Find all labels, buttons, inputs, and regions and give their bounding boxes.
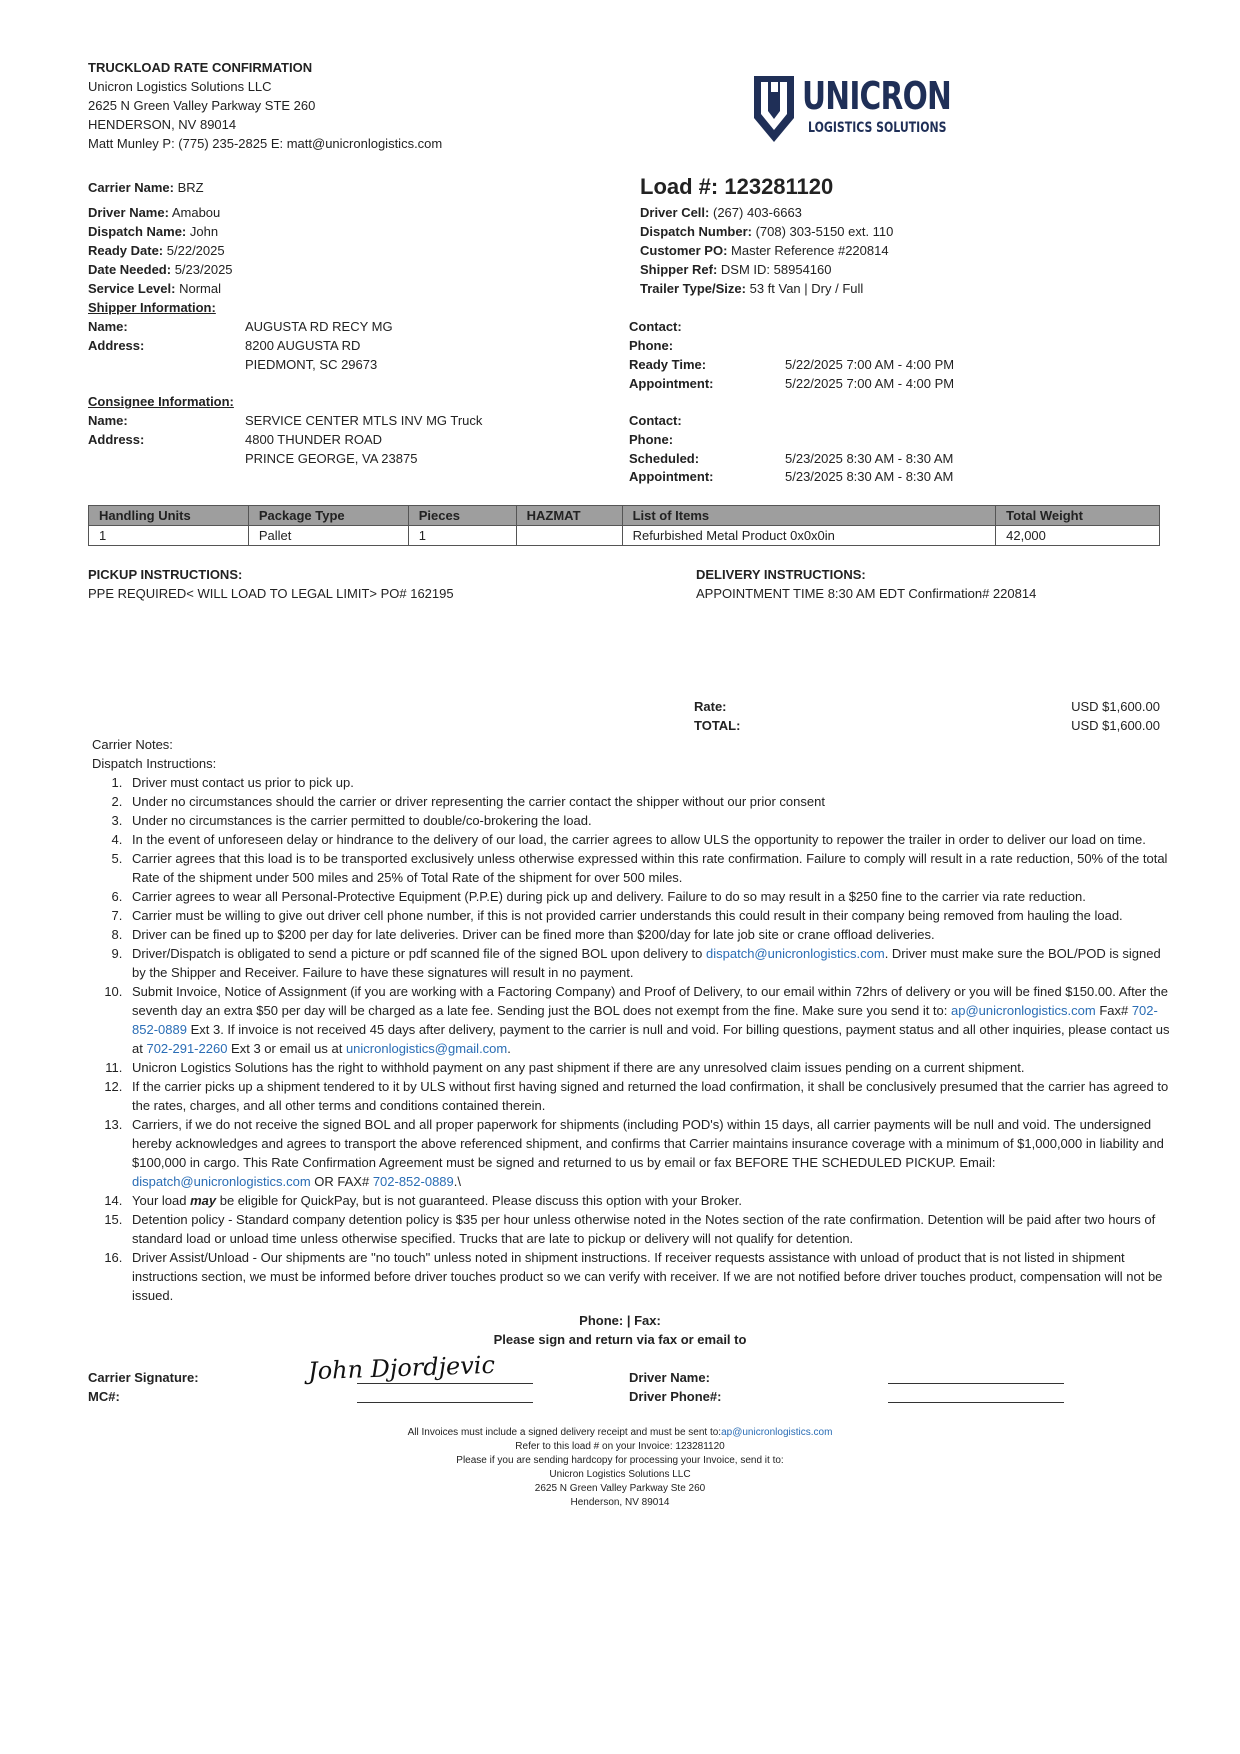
dispatch-name-label: Dispatch Name: — [88, 224, 187, 239]
driver-name-label: Driver Name: — [88, 205, 169, 220]
pickup-instructions-title: PICKUP INSTRUCTIONS: — [88, 567, 243, 582]
unicron-logo — [752, 74, 952, 146]
delivery-instructions-title: DELIVERY INSTRUCTIONS: — [696, 567, 866, 582]
consignee-address-label: Address: — [88, 432, 145, 447]
cell-total-weight: 42,000 — [996, 526, 1160, 546]
shield-logo-icon — [752, 74, 796, 144]
consignee-contact-label: Contact: — [629, 413, 682, 428]
carrier-signature-line[interactable] — [357, 1383, 533, 1384]
load-number: 123281120 — [724, 174, 834, 199]
footer-line5: 2625 N Green Valley Parkway Ste 260 — [534, 1483, 706, 1494]
list-item: 15. Detention policy - Standard company detention policy is $35 per hour unless otherwise noted in the Notes section of the rate confirmation. Detention will be paid after two hours of standard load or unload time unless otherwise specified. Trucks that are late to pickup or delivery will not qualify for detention. — [126, 1210, 1176, 1248]
driver-phone-line[interactable] — [888, 1402, 1064, 1403]
driver-phone-sign-label: Driver Phone#: — [629, 1389, 722, 1404]
list-item: 13. Carriers, if we do not receive the signed BOL and all proper paperwork for shipments (including POD's) within 15 days, all carrier payments will be null and void. The undersigned hereby acknowledges and agrees to transport the above referenced shipment, and confirms that Carrier maintains insurance coverage with a minimum of $1,000,000 in liability and $100,000 in cargo. This Rate Confirmation Agreement must be signed and returned to us by email or fax BEFORE THE SCHEDULED PICKUP. Email: dispatch@unicronlogistics.com OR FAX# 702-852-0889.\ — [126, 1115, 1176, 1191]
dispatch-number-value: (708) 303-5150 ext. 110 — [755, 224, 894, 239]
load-label: Load #: — [640, 174, 719, 199]
company-contact: Matt Munley P: (775) 235-2825 E: matt@unicronlogistics.com — [88, 136, 443, 151]
phone-number-link[interactable]: 702-291-2260 — [146, 1041, 228, 1056]
driver-cell-value: (267) 403-6663 — [713, 205, 802, 220]
driver-name-line[interactable] — [888, 1383, 1064, 1384]
col-header-hazmat: HAZMAT — [516, 506, 622, 526]
cell-list-of-items: Refurbished Metal Product 0x0x0in — [622, 526, 996, 546]
col-header-list-of-items: List of Items — [622, 506, 996, 526]
dispatch-number-label: Dispatch Number: — [640, 224, 752, 239]
driver-name-sign-label: Driver Name: — [629, 1370, 710, 1385]
consignee-appointment-label: Appointment: — [629, 469, 714, 484]
carrier-name-row — [88, 178, 204, 197]
trailer-label: Trailer Type/Size: — [640, 281, 746, 296]
list-item: 11. Unicron Logistics Solutions has the right to withhold payment on any past shipment if there are any unresolved claim issues pending on a current shipment. — [126, 1058, 1176, 1077]
dispatch-email-link[interactable]: dispatch@unicronlogistics.com — [706, 946, 885, 961]
col-header-handling-units: Handling Units — [89, 506, 249, 526]
col-header-package-type: Package Type — [248, 506, 408, 526]
list-item: 12. If the carrier picks up a shipment tendered to it by ULS without first having signed and returned the load confirmation, it shall be conclusively presumed that the carrier has agreed to the rates, charges, and all other terms and conditions contained therein. — [126, 1077, 1176, 1115]
total-label: TOTAL: — [694, 718, 741, 733]
document-title: TRUCKLOAD RATE CONFIRMATION — [88, 60, 313, 75]
consignee-section-title: Consignee Information: — [88, 394, 234, 409]
footer — [0, 1426, 1240, 1510]
cell-pieces: 1 — [408, 526, 516, 546]
driver-name-value: Amabou — [171, 205, 221, 220]
fax-number-link[interactable]: 702-852-0889 — [132, 1003, 1158, 1037]
consignee-scheduled-label: Scheduled: — [629, 451, 700, 466]
dispatch-instructions-list — [88, 773, 1176, 1305]
footer-line1-text: All Invoices must include a signed delivery receipt and must be sent to: — [407, 1427, 722, 1438]
list-item: 6. Carrier agrees to wear all Personal-Protective Equipment (P.P.E) during pick up and delivery. Failure to do so may result in a $250 fine to the carrier via rate reduction. — [126, 887, 1176, 906]
shipper-address-line2: PIEDMONT, SC 29673 — [245, 357, 378, 372]
shipper-address-label: Address: — [88, 338, 145, 353]
shipper-address-line1: 8200 AUGUSTA RD — [245, 338, 361, 353]
list-item: 2. Under no circumstances should the carrier or driver representing the carrier contact the shipper without our prior consent — [126, 792, 1176, 811]
list-item: 5. Carrier agrees that this load is to be transported exclusively unless otherwise expressed within this rate confirmation. Failure to comply will result in a rate reduction, 50% of the total Rate of the shipment under 500 miles and 25% of Total Rate of the shipment for over 500 miles. — [126, 849, 1176, 887]
mc-line[interactable] — [357, 1402, 533, 1403]
col-header-total-weight: Total Weight — [996, 506, 1160, 526]
service-level-label: Service Level: — [88, 281, 176, 296]
list-item: 4. In the event of unforeseen delay or hindrance to the delivery of our load, the carrier agrees to allow ULS the opportunity to repower the trailer in order to deliver our load on time. — [126, 830, 1176, 849]
load-details — [640, 203, 893, 298]
rate-value: USD $1,600.00 — [1071, 699, 1160, 714]
carrier-name-label: Carrier Name: — [88, 180, 174, 195]
list-item: 10. Submit Invoice, Notice of Assignment (if you are working with a Factoring Company) and Proof of Delivery, to our email within 72hrs of delivery or you will be fined $150.00. After the seventh day an extra $50 per day will be charged as a late fee. Sending just the BOL does not exempt from the fine. Make sure you send it to: ap@unicronlogistics.com Fax# 702-852-0889 Ext 3. If invoice is not received 45 days after delivery, payment to the carrier is null and void. For billing questions, payment status and all other inquiries, please contact us at 702-291-2260 Ext 3 or email us at unicronlogistics@gmail.com. — [126, 982, 1176, 1058]
customer-po-label: Customer PO: — [640, 243, 728, 258]
company-name: Unicron Logistics Solutions LLC — [88, 79, 272, 94]
company-address-line2: HENDERSON, NV 89014 — [88, 117, 237, 132]
sign-return-line: Please sign and return via fax or email to — [493, 1332, 747, 1347]
list-item: 8. Driver can be fined up to $200 per day for late deliveries. Driver can be fined more than $200/day for late job site or crane offload deliveries. — [126, 925, 1176, 944]
logo-word-logistics: LOGISTICS SOLUTIONS — [808, 120, 947, 136]
items-table — [88, 505, 1160, 546]
carrier-name-value: BRZ — [177, 180, 204, 195]
shipper-appointment-label: Appointment: — [629, 376, 714, 391]
footer-line6: Henderson, NV 89014 — [570, 1497, 670, 1508]
shipper-section-title: Shipper Information: — [88, 300, 216, 315]
shipper-phone-label: Phone: — [629, 338, 674, 353]
consignee-name-value: SERVICE CENTER MTLS INV MG Truck — [245, 413, 483, 428]
list-item: 16. Driver Assist/Unload - Our shipments are "no touch" unless noted in shipment instructions. If receiver requests assistance with unload of product that is not listed in shipment instructions section, we must be informed before driver touches product so we can verify with receiver. If we are not notified before driver touches product, compensation will not be issued. — [126, 1248, 1176, 1305]
dispatch-email-link-2[interactable]: dispatch@unicronlogistics.com — [132, 1174, 311, 1189]
consignee-scheduled-value: 5/23/2025 8:30 AM - 8:30 AM — [785, 451, 954, 466]
company-header — [88, 58, 442, 153]
shipper-contact-label: Contact: — [629, 319, 682, 334]
footer-line4: Unicron Logistics Solutions LLC — [549, 1469, 691, 1480]
driver-cell-label: Driver Cell: — [640, 205, 710, 220]
logo-word-unicron: UNICRON — [802, 74, 952, 118]
list-item: 1. Driver must contact us prior to pick up. — [126, 773, 1176, 792]
footer-line3: Please if you are sending hardcopy for processing your Invoice, send it to: — [456, 1455, 784, 1466]
ready-date-value: 5/22/2025 — [166, 243, 225, 258]
mc-label: MC#: — [88, 1389, 120, 1404]
list-item: 9. Driver/Dispatch is obligated to send a picture or pdf scanned file of the signed BOL upon delivery to dispatch@unicronlogistics.com. Driver must make sure the BOL/POD is signed by the Shipper and Receiver. Failure to have these signatures will result in no payment. — [126, 944, 1176, 982]
ap-email-link[interactable]: ap@unicronlogistics.com — [951, 1003, 1096, 1018]
table-row — [89, 526, 1160, 546]
shipper-name-label: Name: — [88, 319, 128, 334]
shipper-ready-time-label: Ready Time: — [629, 357, 707, 372]
cell-hazmat — [516, 526, 622, 546]
cell-package-type: Pallet — [248, 526, 408, 546]
load-number-heading — [640, 174, 833, 200]
customer-po-value: Master Reference #220814 — [731, 243, 889, 258]
date-needed-label: Date Needed: — [88, 262, 172, 277]
consignee-phone-label: Phone: — [629, 432, 674, 447]
consignee-name-label: Name: — [88, 413, 128, 428]
phone-fax-line: Phone: | Fax: — [579, 1313, 661, 1328]
delivery-instructions-text: APPOINTMENT TIME 8:30 AM EDT Confirmation# 220814 — [696, 586, 1037, 601]
shipper-ready-time-value: 5/22/2025 7:00 AM - 4:00 PM — [785, 357, 955, 372]
shipper-name-value: AUGUSTA RD RECY MG — [245, 319, 393, 334]
consignee-appointment-value: 5/23/2025 8:30 AM - 8:30 AM — [785, 469, 954, 484]
fax-number-link-2[interactable]: 702-852-0889 — [372, 1174, 454, 1189]
consignee-address-line1: 4800 THUNDER ROAD — [245, 432, 383, 447]
carrier-signature-label: Carrier Signature: — [88, 1370, 199, 1385]
dispatch-instructions-label: Dispatch Instructions: — [92, 756, 217, 771]
shipper-appointment-value: 5/22/2025 7:00 AM - 4:00 PM — [785, 376, 955, 391]
list-item: 3. Under no circumstances is the carrier permitted to double/co-brokering the load. — [126, 811, 1176, 830]
rate-label: Rate: — [694, 699, 727, 714]
ready-date-label: Ready Date: — [88, 243, 164, 258]
dispatch-name-value: John — [189, 224, 219, 239]
gmail-email-link[interactable]: unicronlogistics@gmail.com — [345, 1041, 508, 1056]
service-level-value: Normal — [179, 281, 221, 296]
items-table-header-row — [89, 506, 1160, 526]
col-header-pieces: Pieces — [408, 506, 516, 526]
footer-line2: Refer to this load # on your Invoice: 123281120 — [515, 1441, 725, 1452]
shipper-ref-label: Shipper Ref: — [640, 262, 718, 277]
footer-ap-email-link[interactable]: ap@unicronlogistics.com — [721, 1427, 833, 1438]
carrier-signature: John Djordjevic — [307, 1350, 496, 1386]
shipper-ref-value: DSM ID: 58954160 — [720, 262, 832, 277]
pickup-instructions-text: PPE REQUIRED< WILL LOAD TO LEGAL LIMIT> PO# 162195 — [88, 586, 454, 601]
list-item: 7. Carrier must be willing to give out driver cell phone number, if this is not provided carrier understands this could result in their company being removed from hauling the load. — [126, 906, 1176, 925]
date-needed-value: 5/23/2025 — [174, 262, 233, 277]
total-value: USD $1,600.00 — [1071, 718, 1160, 733]
list-item: 14. Your load may be eligible for QuickPay, but is not guaranteed. Please discuss this option with your Broker. — [126, 1191, 1176, 1210]
consignee-address-line2: PRINCE GEORGE, VA 23875 — [245, 451, 418, 466]
carrier-notes-label: Carrier Notes: — [92, 737, 173, 752]
carrier-details — [88, 203, 233, 298]
trailer-value: 53 ft Van | Dry / Full — [749, 281, 864, 296]
cell-handling-units: 1 — [89, 526, 249, 546]
company-address-line1: 2625 N Green Valley Parkway STE 260 — [88, 98, 316, 113]
